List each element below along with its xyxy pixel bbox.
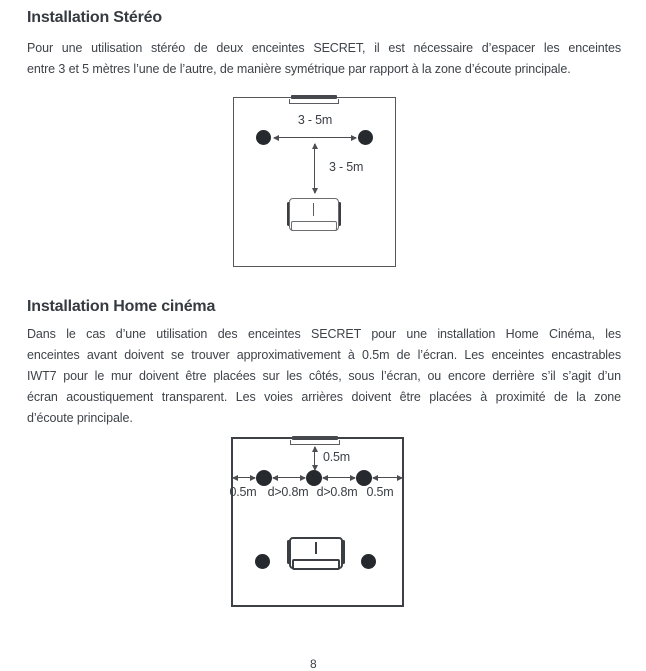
vertical-arrow-icon xyxy=(314,144,315,193)
screen-distance-label: 0.5m xyxy=(323,450,350,464)
front-right-speaker-icon xyxy=(356,470,372,486)
horizontal-arrow-icon xyxy=(274,137,356,138)
screen-icon xyxy=(290,436,340,445)
speaker-spacing-arrow-icon xyxy=(273,477,305,478)
sofa-seat xyxy=(292,559,340,570)
listening-distance-label: 3 - 5m xyxy=(329,160,364,174)
sofa-seat xyxy=(291,221,337,231)
stereo-section-title: Installation Stéréo xyxy=(27,9,162,26)
right-speaker-icon xyxy=(358,130,373,145)
spacing-label: d>0.8m xyxy=(267,485,309,499)
screen-distance-arrow-icon xyxy=(314,447,315,470)
speaker-distance-label: 3 - 5m xyxy=(297,113,333,127)
screen-panel xyxy=(290,440,340,445)
home-cinema-section-title: Installation Home cinéma xyxy=(27,298,216,315)
left-speaker-icon xyxy=(256,130,271,145)
paragraph-line: IWT7 pour le mur doivent être placées sur les côtés, sous l’écran, ou encore derrière s’il s’agit d’un xyxy=(27,369,621,383)
front-left-speaker-icon xyxy=(256,470,272,486)
screen-panel xyxy=(289,99,339,104)
rear-right-speaker-icon xyxy=(361,554,376,569)
stereo-room-diagram xyxy=(233,97,396,267)
paragraph-line: écran acoustiquement transparent. Les voies arrières doivent être placées à proximité de la zone xyxy=(27,390,621,404)
home-cinema-paragraph xyxy=(27,324,621,429)
sofa-divider xyxy=(315,542,317,554)
sofa-divider xyxy=(313,203,314,216)
wall-to-speaker-arrow-icon xyxy=(233,477,255,478)
center-speaker-icon xyxy=(306,470,322,486)
paragraph-line: enceintes avant doivent se trouver approximativement à 0.5m de l’écran. Les enceintes encastrables xyxy=(27,348,621,362)
paragraph-line: entre 3 et 5 mètres l’une de l’autre, de manière symétrique par rapport à la zone d’écoute principale. xyxy=(27,62,571,76)
spacing-label: 0.5m xyxy=(229,485,257,499)
sofa-icon xyxy=(289,537,343,569)
spacing-label: 0.5m xyxy=(366,485,394,499)
speaker-spacing-arrow-icon xyxy=(323,477,355,478)
paragraph-line: d’écoute principale. xyxy=(27,411,133,425)
stereo-paragraph xyxy=(27,38,621,80)
screen-icon xyxy=(289,95,339,104)
page-number: 8 xyxy=(310,657,317,671)
paragraph-line: Pour une utilisation stéréo de deux enceintes SECRET, il est nécessaire d’espacer les enceintes xyxy=(27,41,621,55)
speaker-to-wall-arrow-icon xyxy=(373,477,402,478)
paragraph-line: Dans le cas d’une utilisation des enceintes SECRET pour une installation Home Cinéma, les xyxy=(27,327,621,341)
home-cinema-room-diagram xyxy=(231,437,404,607)
rear-left-speaker-icon xyxy=(255,554,270,569)
spacing-label: d>0.8m xyxy=(316,485,358,499)
sofa-icon xyxy=(289,198,339,231)
